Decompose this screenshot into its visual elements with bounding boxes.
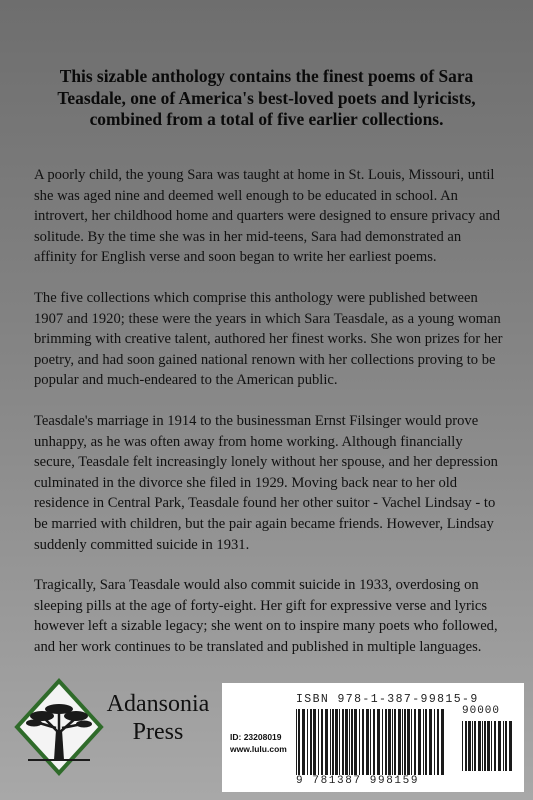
barcode-bar	[362, 709, 364, 775]
publisher-line-1: Adansonia	[106, 691, 210, 717]
publisher-name	[106, 690, 210, 746]
lulu-url: www.lulu.com	[230, 744, 287, 754]
barcode-bar	[411, 709, 412, 775]
barcode-bar	[462, 721, 463, 771]
barcode-bar	[330, 709, 331, 775]
barcode-bar	[491, 721, 492, 771]
barcode-bar	[351, 709, 353, 775]
barcode-bar	[385, 709, 387, 775]
barcode-bar	[321, 709, 323, 775]
barcode-panel	[222, 683, 524, 792]
ean-barcode	[296, 709, 446, 775]
barcode-bar	[465, 721, 467, 771]
barcode-bar	[335, 709, 338, 775]
paragraph-legacy: Tragically, Sara Teasdale would also commit suicide in 1933, overdosing on sleeping pills at the age of forty-eight. Her gift for expressive verse and lyrics however left a sizable legacy; she went on to inspire many poets who followed, and her work continues to be translated and published in multiple languages.	[34, 577, 498, 655]
barcode-bar	[313, 709, 316, 775]
publisher-line-2: Press	[132, 719, 184, 745]
barcode-bar	[370, 709, 371, 775]
barcode-bar	[354, 709, 357, 775]
barcode-bar	[298, 709, 300, 775]
barcode-bar	[359, 709, 360, 775]
barcode-bar	[398, 709, 401, 775]
barcode-bar	[310, 709, 312, 775]
barcode-bar	[509, 721, 512, 771]
barcode-bar	[318, 709, 319, 775]
paragraph-collections: The five collections which comprise this anthology were published between 1907 and 1920; these were the years in which Sara Teasdale, as a young woman brimming with creative talent, authored her finest works. She won prizes for her poetry, and had soon gained national renown with her collections proving to be popular and much-endeared to the American public.	[34, 290, 503, 389]
barcode-bar	[407, 709, 410, 775]
barcode-bar	[366, 709, 369, 775]
barcode-bar	[478, 721, 481, 771]
barcode-bar	[429, 709, 432, 775]
barcode-bar	[425, 709, 427, 775]
barcode-bar	[307, 709, 308, 775]
paragraph-childhood: A poorly child, the young Sara was taught at home in St. Louis, Missouri, until she was aged nine and deemed well enough to be educated in school. An introvert, her childhood home and quarters were designed to ensure privacy and solitude. By the time she was in her mid-teens, Sara had demonstrated an affinity for English verse and soon began to write her earliest poems.	[34, 167, 501, 266]
barcode-bar	[423, 709, 424, 775]
barcode-bar	[487, 721, 490, 771]
barcode-bar	[382, 709, 383, 775]
barcode-bar	[332, 709, 334, 775]
barcode-bar	[296, 709, 297, 775]
lulu-id: ID: 23208019	[230, 732, 282, 742]
lulu-info	[230, 731, 287, 755]
barcode-bar	[345, 709, 348, 775]
barcode-bar	[339, 709, 340, 775]
barcode-bar	[342, 709, 344, 775]
adansonia-tree-logo-icon	[14, 678, 104, 776]
barcode-bar	[302, 709, 305, 775]
barcode-bar	[325, 709, 328, 775]
barcode-bar	[418, 709, 421, 775]
barcode-bar	[482, 721, 483, 771]
barcode-bar	[394, 709, 396, 775]
barcode-bar	[484, 721, 486, 771]
barcode-bar	[434, 709, 435, 775]
barcode-bar	[377, 709, 380, 775]
barcode-bar	[373, 709, 375, 775]
barcode-bar	[404, 709, 406, 775]
barcode-bar	[474, 721, 476, 771]
barcode-bar	[402, 709, 403, 775]
price-code: 90000	[462, 705, 501, 717]
barcode-bar	[468, 721, 471, 771]
intro-blurb: This sizable anthology contains the finest poems of Sara Teasdale, one of America's best-loved poets and lyricists, combined from a total of five earlier collections.	[57, 66, 476, 129]
barcode-bar	[503, 721, 504, 771]
barcode-bar	[437, 709, 439, 775]
barcode-bar	[349, 709, 350, 775]
paragraph-marriage: Teasdale's marriage in 1914 to the businessman Ernst Filsinger would prove unhappy, as he was often away from home working. Although financially secure, Teasdale felt increasingly lonely without her spouse, and her depression culminated in the divorce she filed in 1929. Moving back near to her old residence in Central Park, Teasdale found her other suitor - Vachel Lindsay - to be married with children, but the pair again became friends. However, Lindsay suddenly committed suicide in 1931.	[34, 413, 498, 553]
barcode-bar	[441, 709, 444, 775]
barcode-bar	[388, 709, 391, 775]
barcode-bar	[494, 721, 496, 771]
price-barcode	[462, 721, 516, 771]
isbn-text: ISBN 978-1-387-99815-9	[296, 693, 479, 706]
barcode-bar	[392, 709, 393, 775]
barcode-bar	[472, 721, 473, 771]
ean-digits: 9 781387 998159	[296, 775, 420, 787]
barcode-bar	[498, 721, 501, 771]
barcode-bar	[505, 721, 507, 771]
barcode-bar	[414, 709, 416, 775]
